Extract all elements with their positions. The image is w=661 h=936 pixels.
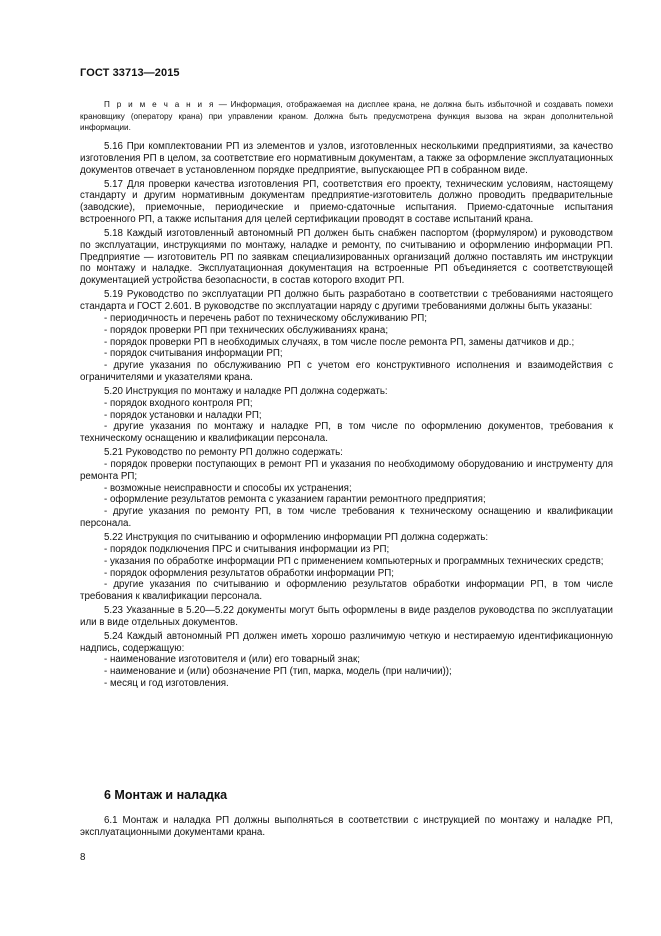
clause-paragraph: 5.17 Для проверки качества изготовления РП, соответствия его проекту, техническим условиям, настоящему стандарту и другим нормативным документам предприятие-изготовитель должно проводить предварительные (заводские), приемочные, периодические и приемо-сдаточные испытания. Приемо-сдаточные испытания встроенного РП, а также испытания для целей сертификации проводят в составе испытаний крана.	[80, 178, 613, 226]
list-item: - оформление результатов ремонта с указанием гарантии ремонтного предприятия;	[104, 494, 486, 506]
section-heading: 6 Монтаж и наладка	[104, 788, 228, 802]
list-item: - возможные неисправности и способы их устранения;	[104, 482, 352, 494]
clause-paragraph: 5.24 Каждый автономный РП должен иметь хорошо различимую четкую и нестираемую идентификационную надпись, содержащую:	[80, 630, 613, 654]
page-number: 8	[80, 852, 86, 863]
document-header: ГОСТ 33713—2015	[80, 67, 180, 79]
list-item: - порядок считывания информации РП;	[104, 348, 283, 360]
clause-paragraph: 5.22 Инструкция по считыванию и оформлению информации РП должна содержать:	[104, 532, 489, 543]
list-item: - указания по обработке информации РП с применением компьютерных и программных технических средств;	[104, 555, 604, 567]
list-item: - порядок проверки РП при технических обслуживаниях крана;	[104, 324, 389, 336]
document-body	[80, 141, 613, 690]
clause-paragraph: 5.19 Руководство по эксплуатации РП должно быть разработано в соответствии с требованиями настоящего стандарта и ГОСТ 2.601. В руководстве по эксплуатации наряду с другими требованиями должны быть указаны:	[80, 289, 613, 312]
list-item: - другие указания по ремонту РП, в том числе требования к техническому оснащению и квалификации персонала.	[80, 506, 613, 530]
list-item: - порядок проверки поступающих в ремонт РП и указания по необходимому оборудованию и инструменту для ремонта РП;	[80, 458, 613, 482]
list-item: - порядок входного контроля РП;	[104, 397, 253, 409]
clause-paragraph: 5.23 Указанные в 5.20—5.22 документы могут быть оформлены в виде разделов руководства по эксплуатации или в виде отдельных документов.	[80, 605, 613, 628]
note-paragraph	[80, 99, 613, 134]
note-text: — Информация, отображаемая на дисплее крана, не должна быть избыточной и создавать помехи крановщику (оператору крана) при управлении краном. Должна быть предусмотрена функция вызова на экран дополнительной информации.	[80, 100, 613, 132]
list-item: - наименование изготовителя и (или) его товарный знак;	[104, 654, 360, 666]
clause-paragraph: 5.18 Каждый изготовленный автономный РП должен быть снабжен паспортом (формуляром) и руководством по эксплуатации, инструкциями по монтажу, наладке и ремонту, по считыванию и оформлению информации РП. Предприятие — изготовитель РП по заявкам специализированных организаций должно поставлять им инструкции по монтажу и наладке. Эксплуатационная документация на встроенные РП объединяется с соответствующей документацией устройства безопасности, в состав которого входит РП.	[80, 227, 613, 287]
list-item: - другие указания по монтажу и наладке РП, в том числе по оформлению документов, требования к техническому оснащению и квалификации персонала.	[80, 421, 613, 445]
list-item: - порядок проверки РП в необходимых случаях, в том числе после ремонта РП, замены датчиков и др.;	[104, 336, 575, 348]
list-item: - другие указания по обслуживанию РП с учетом его конструктивного исполнения и взаимодействия с ограничителями и указателями крана.	[80, 360, 613, 384]
list-item: - порядок установки и наладки РП;	[104, 409, 262, 421]
clause-paragraph: 5.21 Руководство по ремонту РП должно содержать:	[104, 447, 343, 459]
list-item: - порядок подключения ПРС и считывания информации из РП;	[104, 543, 390, 555]
list-item: - месяц и год изготовления.	[104, 678, 229, 690]
list-item: - наименование и (или) обозначение РП (тип, марка, модель (при наличии));	[104, 666, 452, 678]
clause-paragraph: 5.16 При комплектовании РП из элементов и узлов, изготовленных несколькими предприятиями, за качество изготовления РП в целом, за соответствие его нормативным документам, а также за оформление эксплуатационных документов отвечает в установленном порядке предприятие, выпускающее РП в собранном виде.	[80, 141, 613, 176]
note-label: П р и м е ч а н и я	[104, 100, 216, 109]
list-item: - периодичность и перечень работ по техническому обслуживанию РП;	[104, 312, 427, 324]
list-item: - другие указания по считыванию и оформлению результатов обработки информации РП, в том числе требования к квалификации персонала.	[80, 579, 613, 603]
clause-paragraph: 5.20 Инструкция по монтажу и наладке РП должна содержать:	[104, 385, 388, 397]
list-item: - порядок оформления результатов обработки информации РП;	[104, 567, 394, 579]
section-paragraph: 6.1 Монтаж и наладка РП должны выполняться в соответствии с инструкцией по монтажу и наладке РП, эксплуатационными документами крана.	[80, 815, 613, 838]
